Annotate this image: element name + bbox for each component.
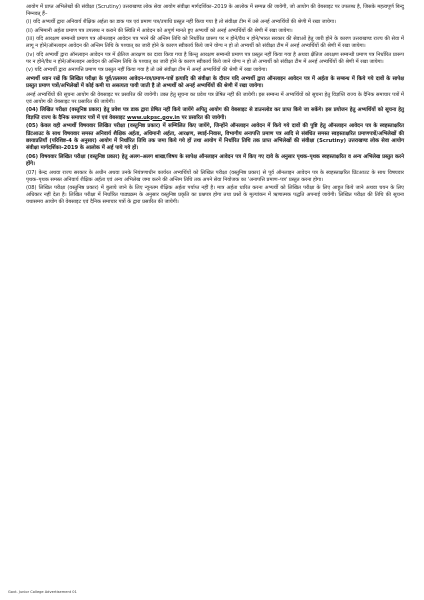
scrutiny-point-v: (v) यदि अभ्यर्थी द्वारा अनापत्ति प्रमाण पत्र प्रस्तुत नहीं किया गया है तो उसे संवीक्षा टीम में अनर्ह अभ्यर्थियों की श्रेणी में रखा जायेगा। [26, 67, 268, 74]
ineligible-info: अनर्ह अभ्यर्थियों की सूचना आयोग की वेबसाइट पर प्रसारित की जायेगी। उक्त हेतु सूचना का प्रवेश पत्र प्रेषित नहीं की जायेगी। इस सम्बन्ध में अभ्यर्थियों को सूचना हेतु विज्ञप्ति राज्य के दैनिक समाचार पत्रों में एवं आयोग की वेबसाइट पर प्रसारित की जायेगी। [26, 91, 404, 105]
intro-paragraph: आयोग में प्राप्त अभिलेखों की संवीक्षा (Scrutiny) उत्तराखण्ड लोक सेवा आयोग संवीक्षा मार्गदर्शिका–2019 के आलोक में सम्पन्न की जायेगी, जो आयोग की वेबसाइट पर उपलब्ध है, जिसके महत्वपूर्ण बिन्दु निम्नवत् हैं– [26, 4, 404, 18]
scrutiny-point-iv: (iv) यदि अभ्यर्थी द्वारा ऑनलाइन आवेदन पत्र में क्षैतिज आरक्षण का दावा किया गया है किन्तु आरक्षण सम्बन्धी प्रमाण पत्र प्रस्तुत नहीं किया गया है अथवा क्षैतिज आरक्षण सम्बन्धी प्रमाण पत्र निर्धारित प्रारूप पर न होने/वैध न होने/ऑनलाइन आवेदन की अन्तिम तिथि के पश्चात् का जारी होने के कारण स्वीकार्य किये जाने योग्य न हो तो अभ्यर्थी को संवीक्षा टीम में अनर्ह अभ्यर्थियों की श्रेणी में रखा जायेगा। [26, 51, 404, 65]
scrutiny-point-iii: (iii) यदि आरक्षण सम्बन्धी प्रमाण पत्र ऑनलाइन आवेदन पत्र भरने की अन्तिम तिथि को निर्धारित प्रारूप पर न होने/वैध न होने/भारत सरकार की सेवाओं हेतु जारी होने के कारण उत्तराखण्ड राज्य की सेवा में लागू न होने/ऑनलाइन आवेदन की अन्तिम तिथि के पश्चात् का जारी होने के कारण स्वीकार्य किये जाने योग्य न हो तो अभ्यर्थी को संवीक्षा टीम में अनर्ह अभ्यर्थियों की श्रेणी में रखा जायेगा। [26, 36, 404, 50]
clause-06-subject-wise: (06) विषयवार लिखित परीक्षा (वस्तुनिष्ठ प्रकार) हेतु अलग–अलग शाखा/विषय के सापेक्ष ऑनलाइन आवेदन पत्र में किए गए दावे के अनुसार पृथक–पृथक स्वहस्ताक्षरित व अन्य अभिलेख प्रस्तुत करने होंगे। [26, 153, 404, 168]
clause-05-eligibility: (05) केवल वही अभ्यर्थी विषयवार लिखित परीक्षा (वस्तुनिष्ठ प्रकार) में सम्मिलित किए जायेंगे, जिन्होंने ऑनलाइन आवेदन में किये गये दावों की पुष्टि हेतु ऑनलाइन आवेदन पत्र के स्वहस्ताक्षरित प्रिंटआउट के साथ विषयवार समस्त अनिवार्य शैक्षिक अर्हता, अधिमानी अर्हता, आरक्षण, स्थाई-निवास, विभागीय अनापत्ति प्रमाण पत्र आदि से संबंधित समस्त स्वहस्ताक्षरित प्रमाणपत्रों/अभिलेखों की छायाप्रतियाँ (परिशिष्ट-4 के अनुसार) आयोग में निर्धारित तिथि तक जमा किये गये हों तथा आयोग में निर्धारित तिथि तक प्राप्त अभिलेखों की संवीक्षा (Scrutiny) उत्तराखण्ड लोक सेवा आयोग संवीक्षा मार्गदर्शिका–2019 के आलोक में अर्ह पाये गये हों। [26, 123, 404, 152]
page-footer: Govt. Junior College Advertisement 01 [8, 590, 77, 594]
clause-04-admit-card: (04) लिखित परीक्षा (वस्तुनिष्ठ प्रकार) हेतु प्रवेश पत्र डाक द्वारा प्रेषित नहीं किये जायेंगे अपितु आयोग की वेबसाइट से डाउनलोड कर प्राप्त किये जा सकेंगे। इस प्रयोजन हेतु अभ्यर्थियों को सूचना हेतु विज्ञप्ति राज्य के दैनिक समाचार पत्रों में एवं वेबसाइट www.ukpsc.gov.in पर प्रसारित की जायेगी। [26, 107, 404, 121]
clause-07-noc: (07) केन्द्र अथवा राज्य सरकार के अधीन अथवा उनके नियंत्रणाधीन कार्यरत अभ्यर्थियों को लिखित परीक्षा (वस्तुनिष्ठ प्रकार) से पूर्व ऑनलाइन आवेदन पत्र के स्वहस्ताक्षरित प्रिंटआउट के साथ विषयवार पृथक–पृथक समस्त अनिवार्य शैक्षिक अर्हता एवं अन्य अभिलेख जमा करने की अन्तिम तिथि तक अपने सेवा नियोजक का 'अनापत्ति प्रमाण–पत्र' प्रस्तुत करना होगा। [26, 169, 404, 183]
scrutiny-point-i: (i) यदि अभ्यर्थी द्वारा अनिवार्य शैक्षिक अर्हता का डाक पत्र एवं प्रमाण पत्र/उपाधि प्रस्तुत नहीं किया गया है तो संवीक्षा टीम में उसे अनर्ह अभ्यर्थियों की श्रेणी में रखा जायेगा। [26, 19, 336, 26]
website-link[interactable]: www.ukpsc.gov.in [127, 114, 180, 121]
clause-08-qualification: (08) लिखित परीक्षा (वस्तुनिष्ठ प्रकार) में बुलाये जाने के लिए न्यूनतम शैक्षिक अर्हता पर्याप्त नहीं है। मात्र अर्हता धारित करना अभ्यर्थी को लिखित परीक्षा के लिए आहूत किये जाने अथवा चयन के लिए अधिकार नहीं देता है। लिखित परीक्षा में निर्धारित पाठ्यक्रम के अनुसार वस्तुनिष्ठ प्रकृति का प्रश्नपत्र होगा तथा प्रश्नों के मूल्यांकन में ऋणात्मक पद्धति अपनाई जायेगी। लिखित परीक्षा की तिथि की सूचना यथासमय आयोग की वेबसाइट एवं दैनिक समाचार पत्रों के द्वारा प्रसारित की जायेगी। [26, 185, 404, 206]
scrutiny-point-ii: (ii) अभिमानी अर्हता प्रमाण पत्र उपलब्ध न कराने की स्थिति में आवेदन को अपूर्ण मानते हुए अभ्यर्थी को अनर्ह अभ्यर्थियों की श्रेणी में रखा जायेगा। [26, 27, 293, 34]
candidate-notice: अभ्यर्थी ध्यान रखें कि लिखित परीक्षा के पूर्व/तत्समय आवेदन-पत्र/प्रमाण-पत्रों इत्यादि की संवीक्षा के दौरान यदि अभ्यर्थी द्वारा ऑनलाइन आवेदन पत्र में अर्हता के सम्बन्ध में किये गये दावों के सापेक्ष प्रस्तुत प्रमाण पत्रों/अभिलेखों में कोई कमी या असत्यता पायी जाती है तो अभ्यर्थी को अनर्ह अभ्यर्थियों की श्रेणी में रखा जायेगा। [26, 75, 404, 90]
